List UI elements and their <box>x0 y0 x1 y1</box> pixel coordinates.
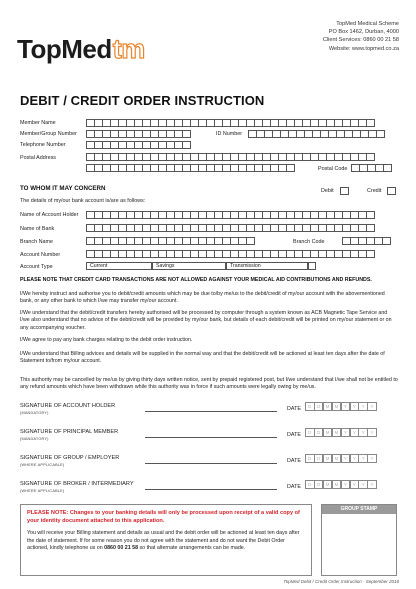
credit-card-warning: PLEASE NOTE THAT CREDIT CARD TRANSACTIONS ARE NOT ALLOWED AGAINST YOUR MEDICAL AID CONTRIBUTIONS AND REFUNDS. <box>20 277 372 283</box>
date-cell[interactable]: Y <box>358 402 368 411</box>
account-type-savings-label: Savings <box>156 263 175 269</box>
date-label: DATE <box>287 432 301 438</box>
branch-name-field[interactable] <box>86 237 254 245</box>
signature-label: SIGNATURE OF ACCOUNT HOLDER <box>20 403 116 409</box>
date-cell[interactable]: D <box>314 428 324 437</box>
notice-text: You will receive your Billing statement and details as usual and the debit order will be actioned at least ten days after the date of statement. If for some reason you do not agree with the statement and do not want the Debit Order actioned, kindly telephone us on 0860 00 21 58 so that alternate arrangements can be made. <box>27 530 300 551</box>
signature-label: SIGNATURE OF PRINCIPAL MEMBER <box>20 429 119 435</box>
logo-tm-mark: tm <box>112 34 145 64</box>
date-cell[interactable]: Y <box>367 480 377 489</box>
date-cell[interactable]: M <box>332 402 342 411</box>
date-cell[interactable]: D <box>314 402 324 411</box>
postal-code-label: Postal Code <box>318 166 348 172</box>
date-cell[interactable]: D <box>314 454 324 463</box>
bank-name-field[interactable] <box>86 224 374 232</box>
branch-code-field[interactable] <box>342 237 390 245</box>
notice-phone: 0860 00 21 58 <box>104 545 139 551</box>
input-cell[interactable] <box>366 250 375 258</box>
postal-address-field-2[interactable] <box>86 164 294 172</box>
form-title: DEBIT / CREDIT ORDER INSTRUCTION <box>20 93 265 108</box>
signature-sub: (WHERE APPLICABLE) <box>20 489 65 493</box>
credit-checkbox[interactable] <box>387 187 396 195</box>
date-cell[interactable]: Y <box>350 402 360 411</box>
date-cell[interactable]: M <box>323 402 333 411</box>
account-number-field[interactable] <box>86 250 374 258</box>
input-cell[interactable] <box>366 211 375 219</box>
signature-sub: (MANDATORY) <box>20 437 49 441</box>
date-cell[interactable]: Y <box>341 454 351 463</box>
postal-address-field-1[interactable] <box>86 153 374 161</box>
date-field[interactable] <box>305 428 376 437</box>
input-cell[interactable] <box>376 130 385 138</box>
topmed-logo: TopMedtm <box>17 34 145 64</box>
date-cell[interactable]: D <box>305 454 315 463</box>
date-cell[interactable]: M <box>332 480 342 489</box>
date-cell[interactable]: M <box>323 480 333 489</box>
input-cell[interactable] <box>182 130 191 138</box>
date-cell[interactable]: Y <box>341 480 351 489</box>
acb-paragraph: I/We understand that the debit/credit transfers hereby authorised will be processed by computer through a system known as ACB Magnetic Tape Service and I/we also understand that no advice of the debit/credit will be provided by my/our bank, but details of each debit/credit will be printed on my/our statement or on any accompanying voucher. <box>20 310 392 331</box>
date-cell[interactable]: M <box>323 454 333 463</box>
postal-code-field[interactable] <box>351 164 391 172</box>
signature-group-employer-line[interactable] <box>145 463 277 464</box>
signature-account-holder-line[interactable] <box>145 411 277 412</box>
account-type-label: Account Type <box>20 264 53 270</box>
signature-broker-line[interactable] <box>145 489 277 490</box>
contact-line: PO Box 1462, Durban, 4000 <box>328 29 399 36</box>
member-group-number-label: Member/Group Number <box>20 131 77 137</box>
date-cell[interactable]: D <box>305 402 315 411</box>
bank-intro: The details of my/our bank account is/are as follows: <box>20 198 146 204</box>
date-cell[interactable]: Y <box>367 402 377 411</box>
signature-group-employer-block <box>20 455 119 467</box>
input-cell[interactable] <box>246 237 255 245</box>
signature-label: SIGNATURE OF BROKER / INTERMEDIARY <box>20 481 134 487</box>
date-cell[interactable]: Y <box>358 454 368 463</box>
account-type-end-box[interactable] <box>308 262 316 270</box>
input-cell[interactable] <box>382 237 391 245</box>
date-cell[interactable]: M <box>332 428 342 437</box>
signature-label: SIGNATURE OF GROUP / EMPLOYER <box>20 455 120 461</box>
branch-name-label: Branch Name <box>20 239 53 245</box>
billing-paragraph: I/We understand that Billing advices and details will be supplied in the normal way and that the debit/credit will be actioned at least ten days after the date of Statement to/from my/our account. <box>20 351 385 365</box>
notice-box <box>20 504 312 576</box>
contact-line: Client Services: 0860 00 21 58 <box>322 37 399 44</box>
input-cell[interactable] <box>366 224 375 232</box>
cancellation-paragraph: This authority may be cancelled by me/us by giving thirty days written notice, sent by prepaid registered post, but I/we understand that I/we shall not be entitled to any refund amounts which have been withdrawn while this authority was in force if such amounts were legally owing by me/us. <box>20 377 398 391</box>
date-cell[interactable]: Y <box>358 428 368 437</box>
account-number-label: Account Number <box>20 252 61 258</box>
notice-warning: PLEASE NOTE: Changes to your banking details will only be processed upon receipt of a valid copy of your identity document attached to this application. <box>27 510 300 524</box>
account-type-transmission-label: Transmission <box>230 263 261 269</box>
member-name-label: Member Name <box>20 120 56 126</box>
input-cell[interactable] <box>366 119 375 127</box>
contact-line: TopMed Medical Scheme <box>336 21 399 27</box>
telephone-number-field[interactable] <box>86 141 190 149</box>
account-type-current[interactable] <box>86 262 152 270</box>
signature-principal-member-block <box>20 429 118 441</box>
bank-charges-paragraph: I/We agree to pay any bank charges relating to the debit order instruction. <box>20 337 193 343</box>
debit-label: Debit <box>321 188 334 194</box>
input-cell[interactable] <box>366 153 375 161</box>
date-cell[interactable]: M <box>323 428 333 437</box>
date-cell[interactable]: Y <box>358 480 368 489</box>
account-type-current-label: Current <box>90 263 108 269</box>
date-cell[interactable]: Y <box>341 402 351 411</box>
date-cell[interactable]: Y <box>341 428 351 437</box>
date-cell[interactable]: D <box>305 480 315 489</box>
contact-block <box>269 20 399 53</box>
branch-code-label: Branch Code <box>293 239 325 245</box>
id-number-label: ID Number <box>216 131 243 137</box>
date-cell[interactable]: D <box>314 480 324 489</box>
input-cell[interactable] <box>182 141 191 149</box>
date-field[interactable] <box>305 454 376 463</box>
debit-checkbox[interactable] <box>340 187 349 195</box>
telephone-number-label: Telephone Number <box>20 142 66 148</box>
concern-heading: TO WHOM IT MAY CONCERN <box>20 185 106 192</box>
contact-line: Website: www.topmed.co.za <box>328 45 399 52</box>
date-cell[interactable]: Y <box>367 428 377 437</box>
date-cell[interactable]: Y <box>350 480 360 489</box>
date-field[interactable] <box>305 480 376 489</box>
signature-principal-member-line[interactable] <box>145 437 277 438</box>
id-number-field[interactable] <box>248 130 384 138</box>
member-name-field[interactable] <box>86 119 374 127</box>
date-cell[interactable]: Y <box>350 428 360 437</box>
date-cell[interactable]: Y <box>367 454 377 463</box>
date-label: DATE <box>287 406 301 412</box>
credit-label: Credit <box>367 188 382 194</box>
account-type-transmission[interactable] <box>226 262 308 270</box>
bank-name-label: Name of Bank <box>20 226 55 232</box>
signature-broker-block <box>20 481 134 493</box>
date-label: DATE <box>287 458 301 464</box>
date-field[interactable] <box>305 402 376 411</box>
postal-address-label: Postal Address <box>20 155 56 161</box>
date-cell[interactable]: D <box>305 428 315 437</box>
signature-sub: (WHERE APPLICABLE) <box>20 463 65 467</box>
input-cell[interactable] <box>383 164 392 172</box>
account-type-savings[interactable] <box>152 262 226 270</box>
input-cell[interactable] <box>286 164 295 172</box>
footer-note: TopMed Debit / Credit Order Instruction - September 2016 <box>283 579 399 584</box>
date-cell[interactable]: Y <box>350 454 360 463</box>
signature-sub: (MANDATORY) <box>20 411 49 415</box>
member-group-number-field[interactable] <box>86 130 190 138</box>
date-cell[interactable]: M <box>332 454 342 463</box>
group-stamp-header: GROUP STAMP <box>322 505 396 514</box>
account-holder-field[interactable] <box>86 211 374 219</box>
account-holder-label: Name of Account Holder <box>20 212 79 218</box>
date-label: DATE <box>287 484 301 490</box>
group-stamp-box <box>321 504 397 576</box>
signature-account-holder-block <box>20 403 115 415</box>
authorise-paragraph: I/We hereby instruct and authorise you to debit/credit amounts which may be due to/by me/us to the debit/credit of my/our account with the abovementioned bank, or any other bank to which I/we may transfer my/our account. <box>20 291 385 305</box>
